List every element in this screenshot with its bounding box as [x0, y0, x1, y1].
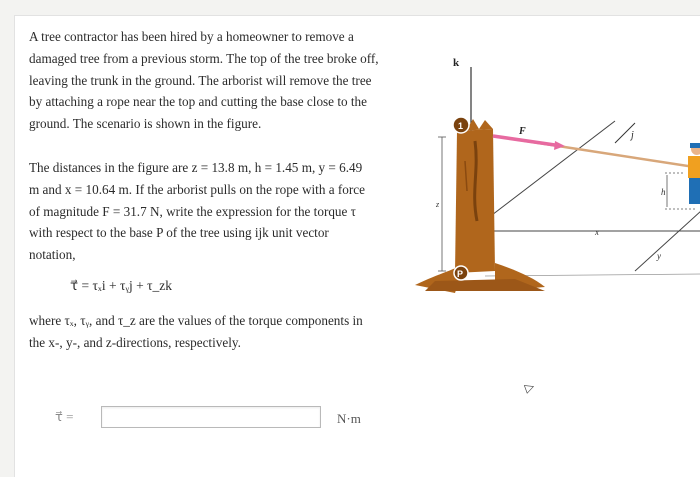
answer-unit: N·m — [337, 411, 361, 426]
tree-rope-figure — [395, 41, 700, 301]
problem-paragraph-2: The distances in the figure are z = 13.8 m, h = 1.45 m, y = 6.49 m and x = 10.64 m. If the arborist pulls on the rope with a force of magnitude F = 31.7 N, write the expression for the torque τ with respect to the base P of the tree using ijk unit vector notation, — [29, 160, 365, 263]
k-axis-label: k — [453, 57, 460, 69]
y-ground-line — [635, 211, 700, 271]
problem-paragraph-1: A tree contractor has been hired by a homeowner to remove a damaged tree from a previous storm. The top of the tree broke off, leaving the trunk in the ground. The arborist will remove the tree by attaching a rope near the top and cutting the base close to the ground. The scenario is shown in the figure. — [29, 29, 379, 132]
y-dimension-label: y — [657, 251, 661, 261]
z-dimension-label: z — [436, 200, 440, 209]
force-label: F⃗ — [519, 126, 534, 137]
point-1-label: 1 — [458, 121, 464, 131]
answer-label: τ⃗ = — [55, 409, 74, 424]
point-p-label: P — [457, 269, 464, 279]
trunk-crack — [475, 141, 477, 221]
h-dimension-label: h — [661, 187, 666, 197]
torque-equation: τ⃗ = τₓi + τᵧj + τ_zk — [70, 278, 172, 293]
x-dimension-label: x — [595, 227, 599, 237]
arborist-person — [688, 143, 700, 204]
j-axis-label: j — [631, 130, 634, 141]
torque-answer-input[interactable] — [101, 406, 321, 428]
mouse-cursor-icon: ▷ — [522, 378, 537, 396]
question-card — [14, 15, 700, 477]
force-vector-arrow — [493, 136, 555, 145]
problem-paragraph-3: where τₓ, τᵧ, and τ_z are the values of the torque components in the x-, y-, and z-directions, respectively. — [29, 313, 363, 350]
